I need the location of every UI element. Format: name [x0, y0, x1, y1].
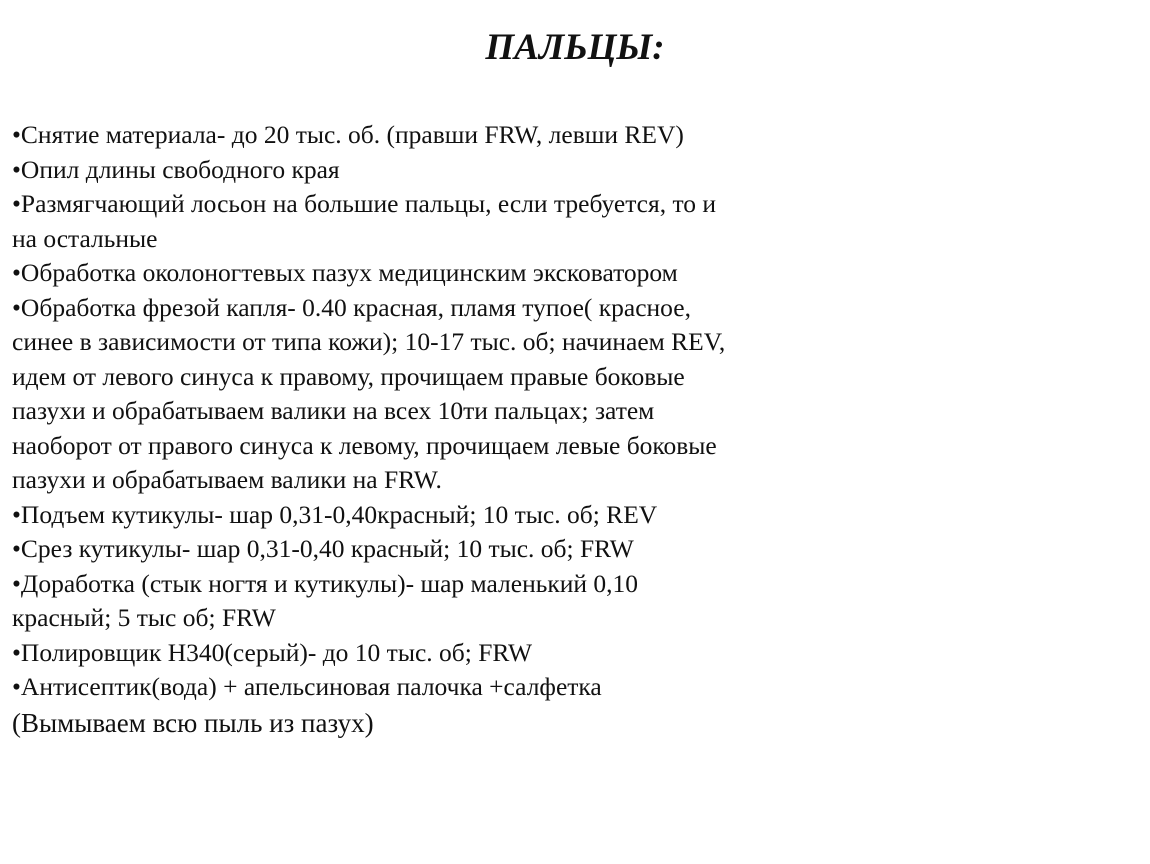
text-line: •Снятие материала- до 20 тыс. об. (правши FRW, левши REV): [12, 120, 684, 149]
slide-title: ПАЛЬЦЫ:: [485, 27, 665, 68]
text-line: •Полировщик Н340(серый)- до 10 тыс. об; FRW: [12, 637, 533, 667]
text-line: •Опил длины свободного края: [12, 154, 340, 184]
text-line: красный; 5 тыс об; FRW: [12, 603, 276, 632]
text-line: пазухи и обрабатываем валики на всех 10ти пальцах; затем: [12, 396, 655, 425]
text-line: •Обработка околоногтевых пазух медицинским эксковатором: [12, 258, 678, 287]
text-line: •Подъем кутикулы- шар 0,31-0,40красный; 10 тыс. об; REV: [12, 499, 658, 529]
slide-body: [12, 118, 842, 741]
text-line: •Срез кутикулы- шар 0,31-0,40 красный; 10 тыс. об; FRW: [12, 534, 634, 563]
text-line: •Антисептик(вода) + апельсиновая палочка +салфетка: [12, 672, 602, 701]
text-line: пазухи и обрабатываем валики на FRW.: [12, 465, 442, 494]
text-line: наоборот от правого синуса к левому, прочищаем левые боковые: [12, 430, 717, 460]
text-line: на остальные: [12, 223, 158, 253]
text-line: •Доработка (стык ногтя и кутикулы)- шар маленький 0,10: [12, 568, 639, 598]
text-line: синее в зависимости от типа кожи); 10-17 тыс. об; начинаем REV,: [12, 327, 726, 356]
text-line: (Вымываем всю пыль из пазух): [12, 707, 374, 738]
text-line: •Обработка фрезой капля- 0.40 красная, пламя тупое( красное,: [12, 292, 691, 322]
text-line: идем от левого синуса к правому, прочищаем правые боковые: [12, 361, 685, 391]
text-line: •Размягчающий лосьон на большие пальцы, если требуется, то и: [12, 189, 717, 218]
